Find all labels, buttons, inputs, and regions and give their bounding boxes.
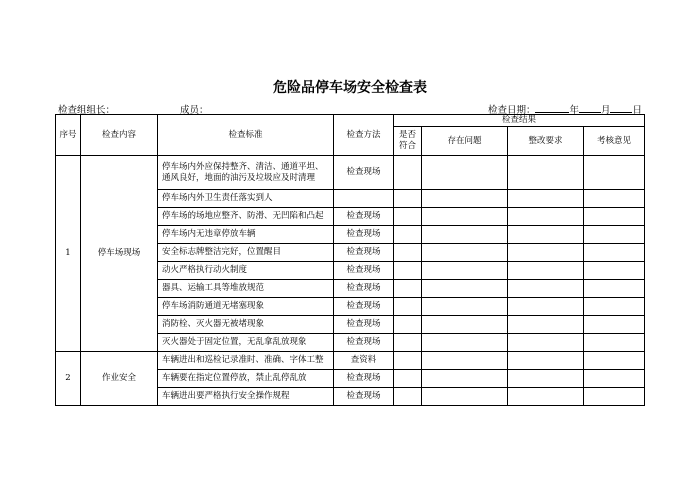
opinion-cell[interactable]: [584, 208, 645, 226]
rectify-cell[interactable]: [508, 156, 584, 190]
section-content: 作业安全: [81, 352, 158, 406]
conform-cell[interactable]: [394, 298, 422, 316]
rectify-cell[interactable]: [508, 352, 584, 370]
standard-cell: 动火严格执行动火制度: [158, 262, 334, 280]
standard-cell: 停车场内无违章停放车辆: [158, 226, 334, 244]
standard-cell: 停车场的场地应整齐、防滑、无凹陷和凸起: [158, 208, 334, 226]
problem-cell[interactable]: [422, 298, 508, 316]
opinion-cell[interactable]: [584, 334, 645, 352]
standard-cell: 车辆要在指定位置停放，禁止乱停乱放: [158, 370, 334, 388]
problem-cell[interactable]: [422, 262, 508, 280]
month-label: 月: [600, 105, 611, 116]
rectify-cell[interactable]: [508, 370, 584, 388]
standard-cell: 停车场内外应保持整齐、清洁、通道平坦、通风良好，地面的油污及垃圾应及时清理: [158, 156, 334, 190]
method-cell: 检查现场: [334, 244, 394, 262]
rectify-cell[interactable]: [508, 298, 584, 316]
conform-cell[interactable]: [394, 156, 422, 190]
opinion-cell[interactable]: [584, 316, 645, 334]
opinion-cell[interactable]: [584, 190, 645, 208]
conform-cell[interactable]: [394, 388, 422, 406]
header-result: 检查结果: [394, 115, 645, 127]
method-cell: 检查现场: [334, 226, 394, 244]
problem-cell[interactable]: [422, 280, 508, 298]
opinion-cell[interactable]: [584, 388, 645, 406]
rectify-cell[interactable]: [508, 244, 584, 262]
date-label: 检查日期：: [487, 105, 536, 116]
year-label: 年: [569, 105, 579, 116]
inspection-table: [55, 114, 645, 406]
header-problem: 存在问题: [422, 127, 508, 156]
opinion-cell[interactable]: [584, 352, 645, 370]
method-cell: 检查现场: [334, 208, 394, 226]
problem-cell[interactable]: [422, 316, 508, 334]
opinion-cell[interactable]: [584, 280, 645, 298]
conform-cell[interactable]: [394, 370, 422, 388]
standard-cell: 停车场消防通道无堵塞现象: [158, 298, 334, 316]
rectify-cell[interactable]: [508, 208, 584, 226]
problem-cell[interactable]: [422, 352, 508, 370]
problem-cell[interactable]: [422, 388, 508, 406]
problem-cell[interactable]: [422, 370, 508, 388]
opinion-cell[interactable]: [584, 298, 645, 316]
problem-cell[interactable]: [422, 190, 508, 208]
method-cell: 检查现场: [334, 156, 394, 190]
page-title: 危险品停车场安全检查表: [273, 80, 427, 96]
problem-cell[interactable]: [422, 244, 508, 262]
conform-cell[interactable]: [394, 352, 422, 370]
problem-cell[interactable]: [422, 156, 508, 190]
conform-cell[interactable]: [394, 316, 422, 334]
rectify-cell[interactable]: [508, 190, 584, 208]
method-cell: 检查现场: [334, 388, 394, 406]
rectify-cell[interactable]: [508, 334, 584, 352]
method-cell: 检查现场: [334, 280, 394, 298]
opinion-cell[interactable]: [584, 262, 645, 280]
standard-cell: 安全标志牌整洁完好，位置醒目: [158, 244, 334, 262]
rectify-cell[interactable]: [508, 280, 584, 298]
header-content: 检查内容: [81, 115, 158, 156]
standard-cell: 灭火器处于固定位置，无乱拿乱放现象: [158, 334, 334, 352]
table-row: [56, 156, 645, 190]
section-seq: 1: [56, 156, 81, 352]
opinion-cell[interactable]: [584, 244, 645, 262]
method-cell: 检查现场: [334, 316, 394, 334]
conform-cell[interactable]: [394, 226, 422, 244]
conform-cell[interactable]: [394, 244, 422, 262]
conform-cell[interactable]: [394, 334, 422, 352]
method-cell: [334, 190, 394, 208]
conform-cell[interactable]: [394, 190, 422, 208]
rectify-cell[interactable]: [508, 388, 584, 406]
rectify-cell[interactable]: [508, 262, 584, 280]
opinion-cell[interactable]: [584, 156, 645, 190]
problem-cell[interactable]: [422, 334, 508, 352]
header-rectify: 整改要求: [508, 127, 584, 156]
header-standard: 检查标准: [158, 115, 334, 156]
method-cell: 检查现场: [334, 262, 394, 280]
leader-label: 检查组组长：: [58, 105, 116, 116]
table-row: [56, 352, 645, 370]
rectify-cell[interactable]: [508, 226, 584, 244]
conform-cell[interactable]: [394, 208, 422, 226]
section-content: 停车场现场: [81, 156, 158, 352]
header-opinion: 考核意见: [584, 127, 645, 156]
method-cell: 检查现场: [334, 334, 394, 352]
method-cell: 检查现场: [334, 298, 394, 316]
opinion-cell[interactable]: [584, 370, 645, 388]
header-method: 检查方法: [334, 115, 394, 156]
problem-cell[interactable]: [422, 208, 508, 226]
table-body: [56, 156, 645, 406]
standard-cell: 停车场内外卫生责任落实到人: [158, 190, 334, 208]
method-cell: 查资料: [334, 352, 394, 370]
header-conform: 是否符合: [394, 127, 422, 156]
conform-cell[interactable]: [394, 262, 422, 280]
standard-cell: 消防栓、灭火器无被堵现象: [158, 316, 334, 334]
problem-cell[interactable]: [422, 226, 508, 244]
member-label: 成员：: [180, 105, 209, 116]
year-blank: [535, 102, 569, 113]
standard-cell: 车辆进出要严格执行安全操作规程: [158, 388, 334, 406]
month-blank: [579, 102, 601, 113]
header-seq: 序号: [56, 115, 81, 156]
method-cell: 检查现场: [334, 370, 394, 388]
conform-cell[interactable]: [394, 280, 422, 298]
day-blank: [610, 102, 632, 113]
rectify-cell[interactable]: [508, 316, 584, 334]
standard-cell: 器具、运输工具等堆放规范: [158, 280, 334, 298]
day-label: 日: [632, 105, 642, 116]
opinion-cell[interactable]: [584, 226, 645, 244]
standard-cell: 车辆进出和巡检记录准时、准确、字体工整: [158, 352, 334, 370]
section-seq: 2: [56, 352, 81, 406]
